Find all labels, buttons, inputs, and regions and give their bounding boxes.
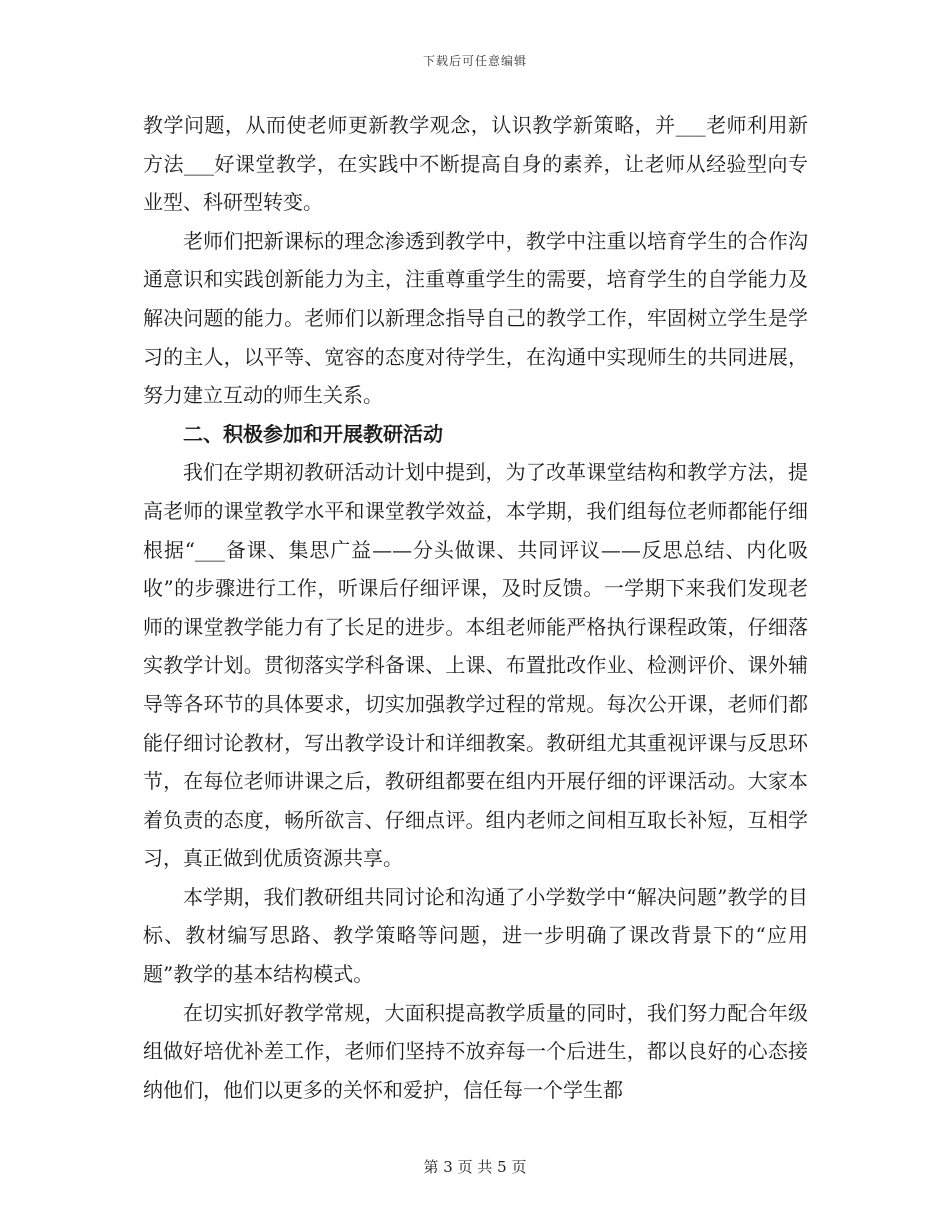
document-body bbox=[143, 106, 808, 1109]
paragraph-continuation: 教学问题，从而使老师更新教学观念，认识教学新策略，并___老师利用新方法___好课堂教学，在实践中不断提高自身的素养，让老师从经验型向专业型、科研型转变。 bbox=[143, 113, 808, 215]
paragraph-teaching-research: 我们在学期初教研活动计划中提到，为了改革课堂结构和教学方法，提高老师的课堂教学水平和课堂教学效益，本学期，我们组每位老师都能仔细根据“___备课、集思广益——分头做课、共同评议——反思总结、内化吸收”的步骤进行工作，听课后仔细评课，及时反馈。一学期下来我们发现老师的课堂教学能力有了长足的进步。本组老师能严格执行课程政策，仔细落实教学计划。贯彻落实学科备课、上课、布置批改作业、检测评价、课外辅导等各环节的具体要求，切实加强教学过程的常规。每次公开课，老师们都能仔细讨论教材，写出教学设计和详细教案。教研组尤其重视评课与反思环节，在每位老师讲课之后，教研组都要在组内开展仔细的评课活动。大家本着负责的态度，畅所欲言、仔细点评。组内老师之间相互取长补短，互相学习，真正做到优质资源共享。 bbox=[143, 460, 808, 871]
paragraph-new-curriculum: 老师们把新课标的理念渗透到教学中，教学中注重以培育学生的合作沟通意识和实践创新能力为主，注重尊重学生的需要，培育学生的自学能力及解决问题的能力。老师们以新理念指导自己的教学工作，牢固树立学生是学习的主人，以平等、宽容的态度对待学生，在沟通中实现师生的共同进展，努力建立互动的师生关系。 bbox=[143, 228, 808, 408]
page-header: 下载后可任意编辑 bbox=[422, 54, 527, 68]
paragraph-problem-solving: 本学期，我们教研组共同讨论和沟通了小学数学中“解决问题”教学的目标、教材编写思路、教学策略等问题，进一步明确了课改背景下的“应用题”教学的基本结构模式。 bbox=[143, 884, 808, 987]
paragraph-tutoring: 在切实抓好教学常规，大面积提高教学质量的同时，我们努力配合年级组做好培优补差工作，老师们坚持不放弃每一个后进生，都以良好的心态接纳他们，他们以更多的关怀和爱护，信任每一个学生都 bbox=[143, 1000, 808, 1102]
section-heading: 二、积极参加和开展教研活动 bbox=[183, 421, 443, 446]
page-number: 第 3 页 共 5 页 bbox=[423, 1158, 527, 1176]
